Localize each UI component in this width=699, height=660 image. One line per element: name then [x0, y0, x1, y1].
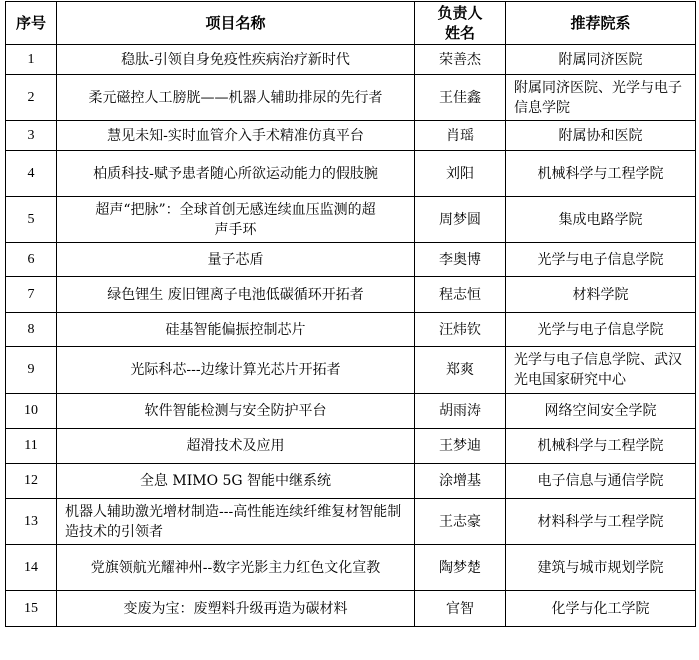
- row-project: 超声“把脉”：全球首创无感连续血压监测的超声手环: [57, 197, 415, 243]
- row-project: 慧见未知-实时血管介入手术精准仿真平台: [57, 121, 415, 151]
- row-index: 5: [6, 197, 57, 243]
- row-school: 光学与电子信息学院: [506, 313, 696, 347]
- row-index: 12: [6, 464, 57, 499]
- row-school: 材料科学与工程学院: [506, 499, 696, 545]
- row-index: 3: [6, 121, 57, 151]
- row-leader: 王佳鑫: [415, 75, 506, 121]
- table-row: [6, 464, 696, 499]
- table-row: [6, 394, 696, 429]
- header-index: 序号: [6, 2, 57, 45]
- row-leader: 王梦迪: [415, 429, 506, 464]
- row-leader: 陶梦楚: [415, 545, 506, 591]
- row-school: 材料学院: [506, 277, 696, 313]
- row-leader: 程志恒: [415, 277, 506, 313]
- row-project: 稳肽-引领自身免疫性疾病治疗新时代: [57, 45, 415, 75]
- row-leader: 涂增基: [415, 464, 506, 499]
- table-row: [6, 429, 696, 464]
- row-leader: 王志豪: [415, 499, 506, 545]
- table-row: [6, 197, 696, 243]
- header-row: [6, 2, 696, 45]
- row-leader: 刘阳: [415, 151, 506, 197]
- table-row: [6, 243, 696, 277]
- row-school: 建筑与城市规划学院: [506, 545, 696, 591]
- row-school: 附属同济医院: [506, 45, 696, 75]
- row-index: 10: [6, 394, 57, 429]
- row-leader: 汪炜钦: [415, 313, 506, 347]
- table-row: [6, 75, 696, 121]
- row-index: 9: [6, 347, 57, 394]
- row-school: 机械科学与工程学院: [506, 151, 696, 197]
- row-school: 光学与电子信息学院、武汉光电国家研究中心: [506, 347, 696, 394]
- row-leader: 肖瑶: [415, 121, 506, 151]
- row-index: 15: [6, 591, 57, 627]
- project-table: [5, 1, 696, 627]
- row-school: 附属协和医院: [506, 121, 696, 151]
- row-school: 附属同济医院、光学与电子信息学院: [506, 75, 696, 121]
- row-leader: 李奥博: [415, 243, 506, 277]
- table-row: [6, 277, 696, 313]
- row-school: 电子信息与通信学院: [506, 464, 696, 499]
- header-project: 项目名称: [57, 2, 415, 45]
- table-row: [6, 45, 696, 75]
- row-leader: 周梦圆: [415, 197, 506, 243]
- row-project: 硅基智能偏振控制芯片: [57, 313, 415, 347]
- row-index: 6: [6, 243, 57, 277]
- header-leader: 负责人姓名: [415, 2, 506, 45]
- table-row: [6, 151, 696, 197]
- table-row: [6, 591, 696, 627]
- row-project: 光际科芯---边缘计算光芯片开拓者: [57, 347, 415, 394]
- row-project: 软件智能检测与安全防护平台: [57, 394, 415, 429]
- row-project: 变废为宝：废塑料升级再造为碳材料: [57, 591, 415, 627]
- row-school: 化学与化工学院: [506, 591, 696, 627]
- row-index: 11: [6, 429, 57, 464]
- row-index: 4: [6, 151, 57, 197]
- row-index: 13: [6, 499, 57, 545]
- row-project: 绿色锂生 废旧锂离子电池低碳循环开拓者: [57, 277, 415, 313]
- table-row: [6, 545, 696, 591]
- row-index: 14: [6, 545, 57, 591]
- row-index: 7: [6, 277, 57, 313]
- row-project: 柔元磁控人工膀胱——机器人辅助排尿的先行者: [57, 75, 415, 121]
- row-leader: 荣善杰: [415, 45, 506, 75]
- table-row: [6, 347, 696, 394]
- row-school: 集成电路学院: [506, 197, 696, 243]
- row-school: 光学与电子信息学院: [506, 243, 696, 277]
- row-leader: 官智: [415, 591, 506, 627]
- row-project: 机器人辅助激光增材制造---高性能连续纤维复材智能制造技术的引领者: [57, 499, 415, 545]
- table-row: [6, 121, 696, 151]
- row-school: 机械科学与工程学院: [506, 429, 696, 464]
- header-school: 推荐院系: [506, 2, 696, 45]
- row-index: 1: [6, 45, 57, 75]
- row-index: 2: [6, 75, 57, 121]
- row-project: 全息 MIMO 5G 智能中继系统: [57, 464, 415, 499]
- table-row: [6, 499, 696, 545]
- row-project: 超滑技术及应用: [57, 429, 415, 464]
- row-leader: 胡雨涛: [415, 394, 506, 429]
- row-project: 量子芯盾: [57, 243, 415, 277]
- row-index: 8: [6, 313, 57, 347]
- row-project: 柏质科技-赋予患者随心所欲运动能力的假肢腕: [57, 151, 415, 197]
- row-leader: 郑爽: [415, 347, 506, 394]
- table-row: [6, 313, 696, 347]
- row-project: 党旗领航光耀神州--数字光影主力红色文化宣教: [57, 545, 415, 591]
- row-school: 网络空间安全学院: [506, 394, 696, 429]
